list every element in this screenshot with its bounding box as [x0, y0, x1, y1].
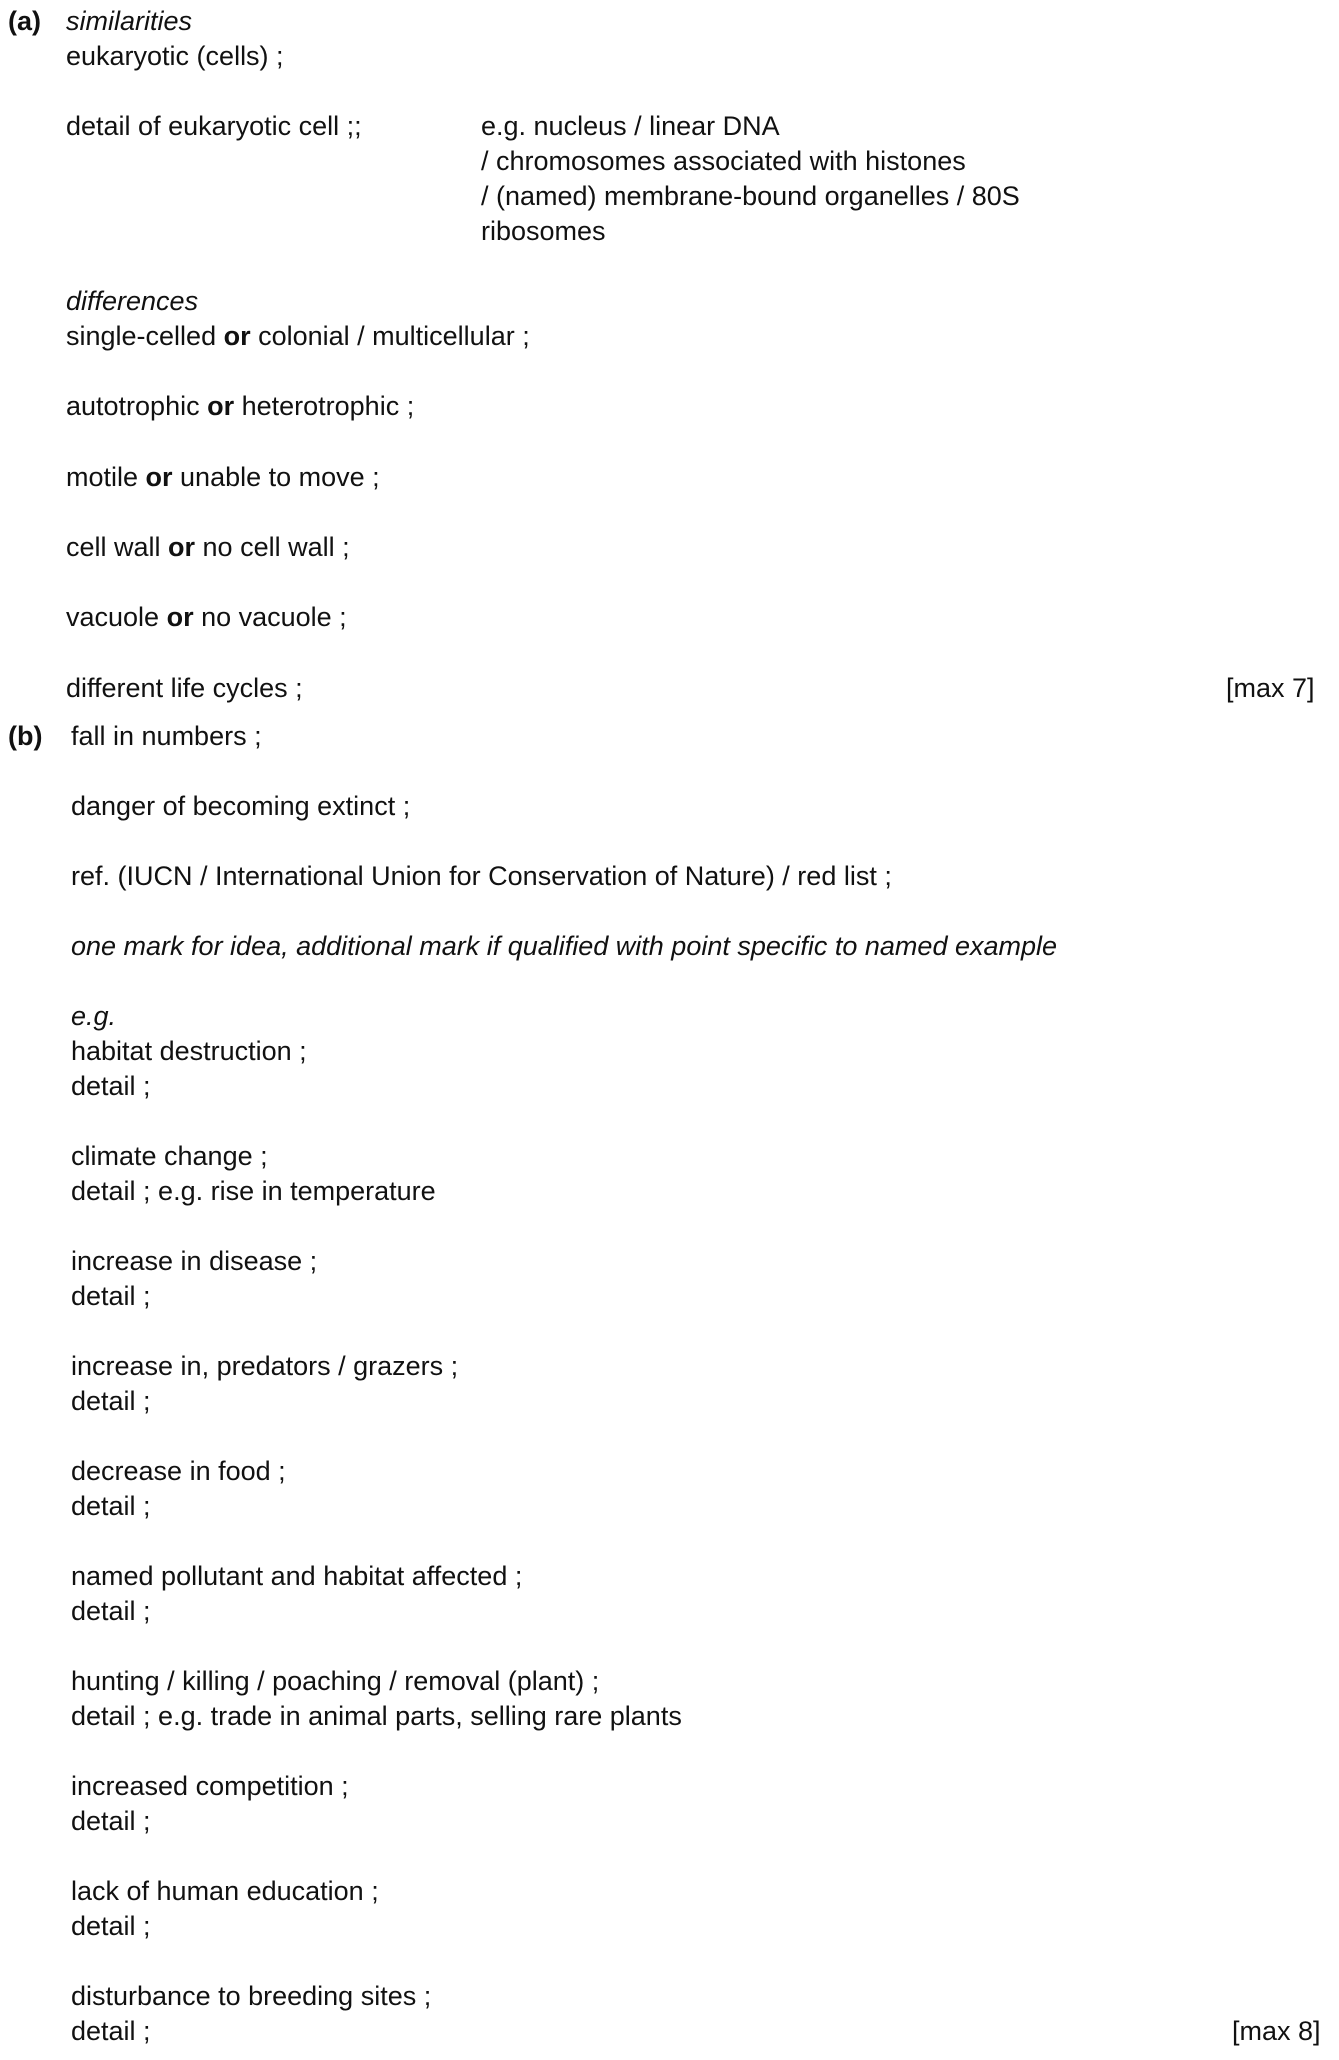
difference-item: motile or unable to move ; — [66, 462, 380, 492]
point-idea: lack of human education ; — [71, 1876, 379, 1906]
difference-item: cell wall or no cell wall ; — [66, 532, 350, 562]
point-detail: detail ; — [71, 1281, 151, 1311]
difference-item: single-celled or colonial / multicellular ; — [66, 321, 530, 351]
part-a-max-mark: [max 7] — [1226, 673, 1315, 703]
point-detail: detail ; — [71, 1491, 151, 1521]
similarity-eukaryotic: eukaryotic (cells) ; — [66, 41, 284, 71]
difference-item: vacuole or no vacuole ; — [66, 602, 347, 632]
point-idea: climate change ; — [71, 1141, 268, 1171]
danger-extinct: danger of becoming extinct ; — [71, 791, 411, 821]
part-b-max-mark: [max 8] — [1232, 2016, 1321, 2046]
example-line: / (named) membrane-bound organelles / 80S — [481, 181, 1020, 211]
point-idea: increase in, predators / grazers ; — [71, 1351, 459, 1381]
part-a-label: (a) — [8, 6, 41, 36]
point-detail: detail ; — [71, 1071, 151, 1101]
point-detail: detail ; — [71, 1596, 151, 1626]
guidance-note: one mark for idea, additional mark if qualified with point specific to named example — [71, 931, 1058, 961]
point-idea: decrease in food ; — [71, 1456, 286, 1486]
difference-life-cycles: different life cycles ; — [66, 673, 303, 703]
point-detail: detail ; e.g. rise in temperature — [71, 1176, 436, 1206]
difference-item: autotrophic or heterotrophic ; — [66, 391, 415, 421]
similarities-heading: similarities — [66, 6, 193, 36]
point-idea: hunting / killing / poaching / removal (plant) ; — [71, 1666, 600, 1696]
part-b-label: (b) — [8, 721, 43, 751]
point-idea: increase in disease ; — [71, 1246, 318, 1276]
example-line: / chromosomes associated with histones — [481, 146, 966, 176]
fall-in-numbers: fall in numbers ; — [71, 721, 262, 751]
point-idea: disturbance to breeding sites ; — [71, 1981, 432, 2011]
point-idea: increased competition ; — [71, 1771, 349, 1801]
eg-label: e.g. — [71, 1001, 117, 1031]
point-idea: habitat destruction ; — [71, 1036, 307, 1066]
point-detail: detail ; — [71, 2016, 151, 2046]
iucn-reference: ref. (IUCN / International Union for Conservation of Nature) / red list ; — [71, 861, 892, 891]
example-line: ribosomes — [481, 216, 606, 246]
point-detail: detail ; — [71, 1806, 151, 1836]
point-detail: detail ; — [71, 1911, 151, 1941]
similarity-detail: detail of eukaryotic cell ;; — [66, 111, 362, 141]
point-idea: named pollutant and habitat affected ; — [71, 1561, 523, 1591]
point-detail: detail ; e.g. trade in animal parts, selling rare plants — [71, 1701, 682, 1731]
example-line: e.g. nucleus / linear DNA — [481, 111, 780, 141]
differences-heading: differences — [66, 286, 199, 316]
point-detail: detail ; — [71, 1386, 151, 1416]
